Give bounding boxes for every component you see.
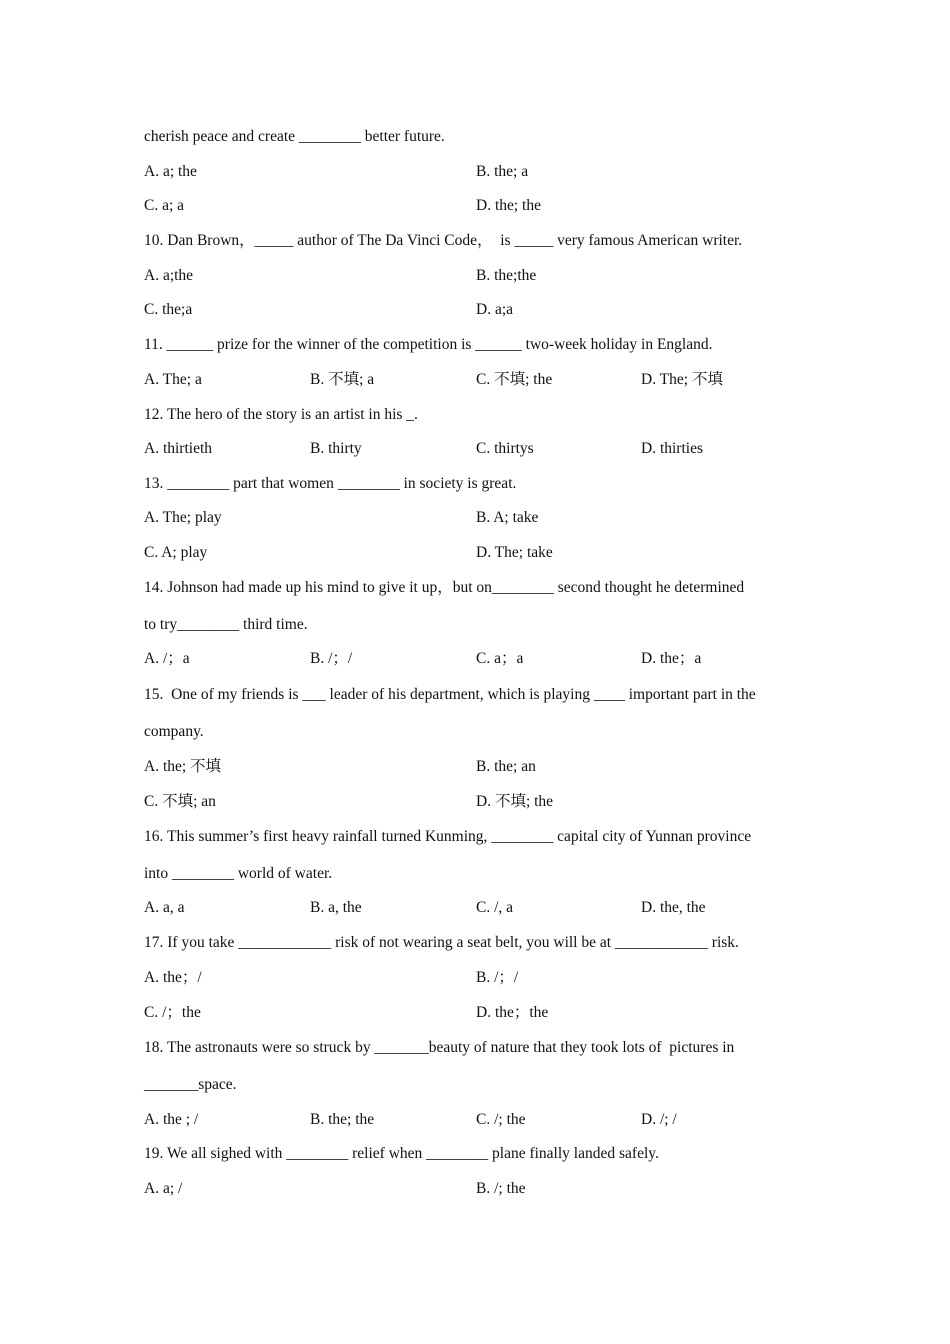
option-d: D. 不填; the [476, 793, 554, 810]
option-b: B. A; take [476, 509, 539, 526]
option-b: B. /; the [476, 1180, 526, 1197]
question-12-stem: 12. The hero of the story is an artist in his _. [144, 406, 418, 423]
option-c: C. /, a [476, 899, 514, 916]
option-b: B. a, the [310, 899, 362, 916]
question-16-stem-line1: 16. This summer’s first heavy rainfall turned Kunming, ________ capital city of Yunnan province [144, 828, 752, 845]
question-14-stem-line1: 14. Johnson had made up his mind to give it up，but on________ second thought he determined [144, 579, 745, 596]
option-c: C. the;a [144, 301, 193, 318]
option-d: D. the；the [476, 1004, 549, 1021]
option-a: A. a;the [144, 267, 194, 284]
option-c: C. 不填; an [144, 793, 216, 810]
question-10-stem: 10. Dan Brown，_____ author of The Da Vinci Code， is _____ very famous American writer. [144, 232, 743, 249]
option-d: D. a;a [476, 301, 514, 318]
question-14-stem-line2: to try________ third time. [144, 616, 308, 633]
option-c: C. a；a [476, 650, 524, 667]
question-18-stem-line1: 18. The astronauts were so struck by _______beauty of nature that they took lots of pictures in [144, 1039, 735, 1056]
option-b: B. the; the [310, 1111, 375, 1128]
question-16-stem-line2: into ________ world of water. [144, 865, 333, 882]
option-a: A. The; play [144, 509, 222, 526]
option-d: D. the; the [476, 197, 541, 214]
question-19-stem: 19. We all sighed with ________ relief when ________ plane finally landed safely. [144, 1145, 659, 1162]
option-d: D. the；a [641, 650, 702, 667]
question-15-stem-line2: company. [144, 723, 204, 740]
question-13-stem: 13. ________ part that women ________ in society is great. [144, 475, 517, 492]
option-d: D. The; take [476, 544, 553, 561]
option-a: A. a, a [144, 899, 185, 916]
option-a: A. the；/ [144, 969, 202, 986]
question-17-stem: 17. If you take ____________ risk of not wearing a seat belt, you will be at ____________ risk. [144, 934, 739, 951]
option-c: C. thirtys [476, 440, 534, 457]
option-d: D. The; 不填 [641, 371, 723, 388]
question-9-tail: cherish peace and create ________ better future. [144, 128, 445, 145]
option-d: D. the, the [641, 899, 706, 916]
option-c: C. a; a [144, 197, 185, 214]
option-b: B. the; a [476, 163, 529, 180]
option-b: B. the;the [476, 267, 537, 284]
option-d: D. thirties [641, 440, 703, 457]
option-b: B. /；/ [476, 969, 519, 986]
option-c: C. 不填; the [476, 371, 553, 388]
option-d: D. /; / [641, 1111, 677, 1128]
option-b: B. /；/ [310, 650, 353, 667]
option-a: A. thirtieth [144, 440, 213, 457]
option-a: A. the; 不填 [144, 758, 222, 775]
question-11-stem: 11. ______ prize for the winner of the competition is ______ two-week holiday in England. [144, 336, 713, 353]
option-a: A. The; a [144, 371, 202, 388]
option-b: B. thirty [310, 440, 362, 457]
question-18-stem-line2: _______space. [144, 1076, 237, 1093]
option-a: A. /；a [144, 650, 190, 667]
option-c: C. A; play [144, 544, 208, 561]
option-a: A. a; / [144, 1180, 183, 1197]
question-15-stem-line1: 15. One of my friends is ___ leader of his department, which is playing ____ important part in the [144, 686, 756, 703]
option-c: C. /；the [144, 1004, 201, 1021]
option-a: A. a; the [144, 163, 197, 180]
option-b: B. 不填; a [310, 371, 375, 388]
option-c: C. /; the [476, 1111, 526, 1128]
option-a: A. the ; / [144, 1111, 199, 1128]
option-b: B. the; an [476, 758, 536, 775]
